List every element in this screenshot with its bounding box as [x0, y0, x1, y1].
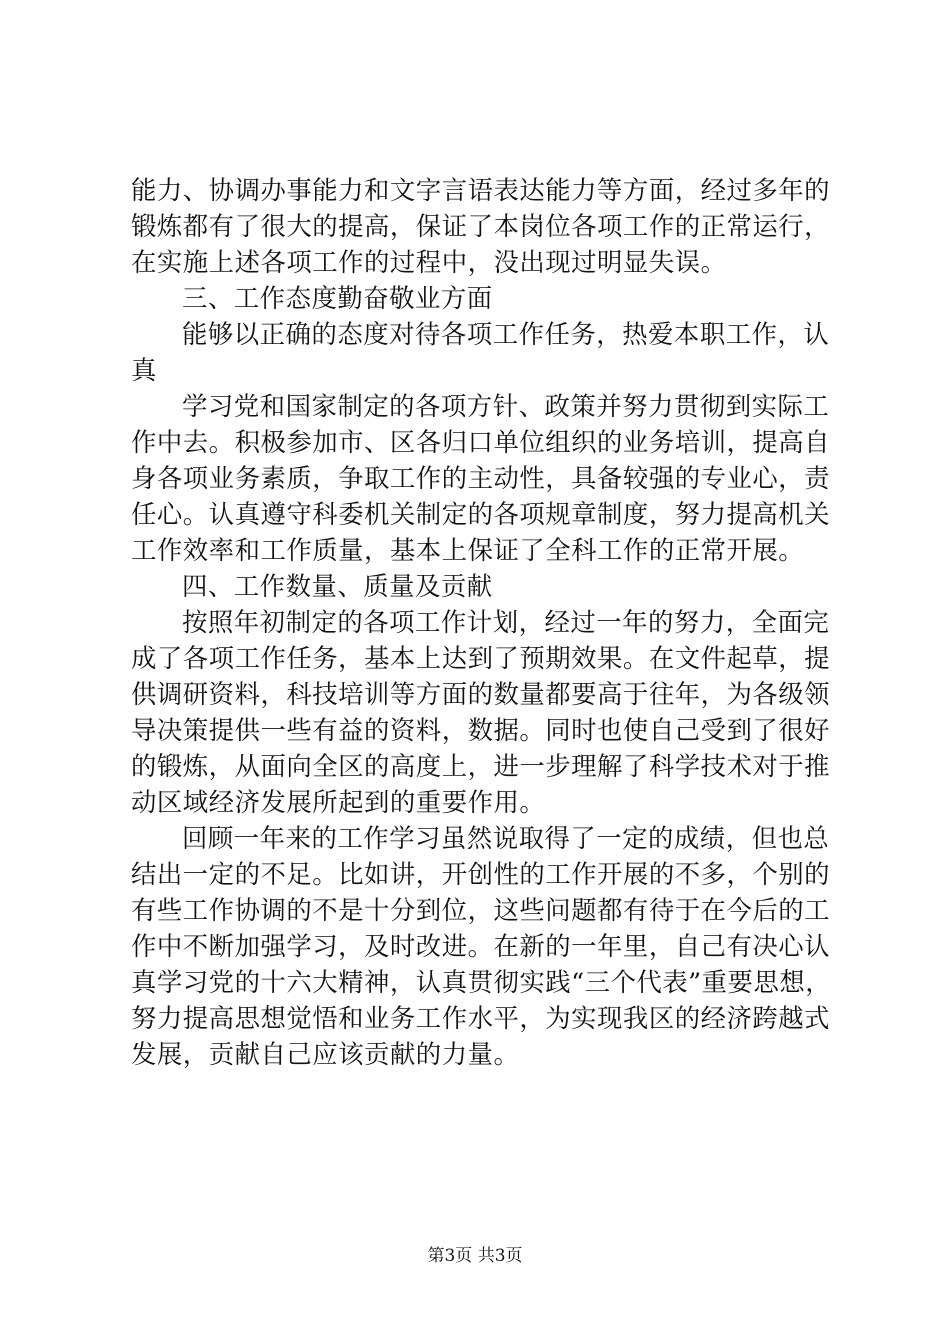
text-line: 动区域经济发展所起到的重要作用。 — [131, 787, 546, 817]
text-line: 有些工作协调的不是十分到位，这些问题都有待于在今后的工 — [131, 895, 831, 925]
text-line: 努力提高思想觉悟和业务工作水平，为实现我区的经济跨越式 — [131, 1003, 831, 1033]
text-line: 导决策提供一些有益的资料，数据。同时也使自己受到了很好 — [131, 715, 831, 745]
section-heading: 四、工作数量、质量及贡献 — [182, 571, 493, 601]
text-line: 回顾一年来的工作学习虽然说取得了一定的成绩，但也总 — [182, 823, 830, 853]
text-line: 作中不断加强学习，及时改进。在新的一年里，自己有决心认 — [131, 931, 831, 961]
text-line: 作中去。积极参加市、区各归口单位组织的业务培训，提高自 — [131, 427, 831, 457]
text-line: 能力、协调办事能力和文字言语表达能力等方面，经过多年的 — [131, 175, 831, 205]
text-line: 真学习党的十六大精神，认真贯彻实践“三个代表”重要思想， — [131, 967, 832, 997]
text-line: 工作效率和工作质量，基本上保证了全科工作的正常开展。 — [131, 535, 805, 565]
text-line: 成了各项工作任务，基本上达到了预期效果。在文件起草，提 — [131, 643, 831, 673]
text-line: 任心。认真遵守科委机关制定的各项规章制度，努力提高机关 — [131, 499, 831, 529]
text-line: 发展，贡献自己应该贡献的力量。 — [131, 1039, 520, 1069]
section-heading: 三、工作态度勤奋敬业方面 — [182, 283, 493, 313]
text-line: 供调研资料，科技培训等方面的数量都要高于往年，为各级领 — [131, 679, 831, 709]
text-line: 按照年初制定的各项工作计划，经过一年的努力，全面完 — [182, 607, 830, 637]
text-line: 学习党和国家制定的各项方针、政策并努力贯彻到实际工 — [182, 391, 830, 421]
body-text — [131, 172, 836, 1072]
text-line: 的锻炼，从面向全区的高度上，进一步理解了科学技术对于推 — [131, 751, 831, 781]
text-line: 在实施上述各项工作的过程中，没出现过明显失误。 — [131, 247, 727, 277]
text-line: 身各项业务素质，争取工作的主动性，具备较强的专业心，责 — [131, 463, 831, 493]
text-line: 锻炼都有了很大的提高，保证了本岗位各项工作的正常运行， — [131, 211, 831, 241]
text-line: 结出一定的不足。比如讲，开创性的工作开展的不多，个别的 — [131, 859, 831, 889]
text-line: 能够以正确的态度对待各项工作任务，热爱本职工作，认 — [182, 319, 830, 349]
page-footer: 第3页 共3页 — [427, 1246, 523, 1266]
text-line: 真 — [131, 355, 157, 385]
